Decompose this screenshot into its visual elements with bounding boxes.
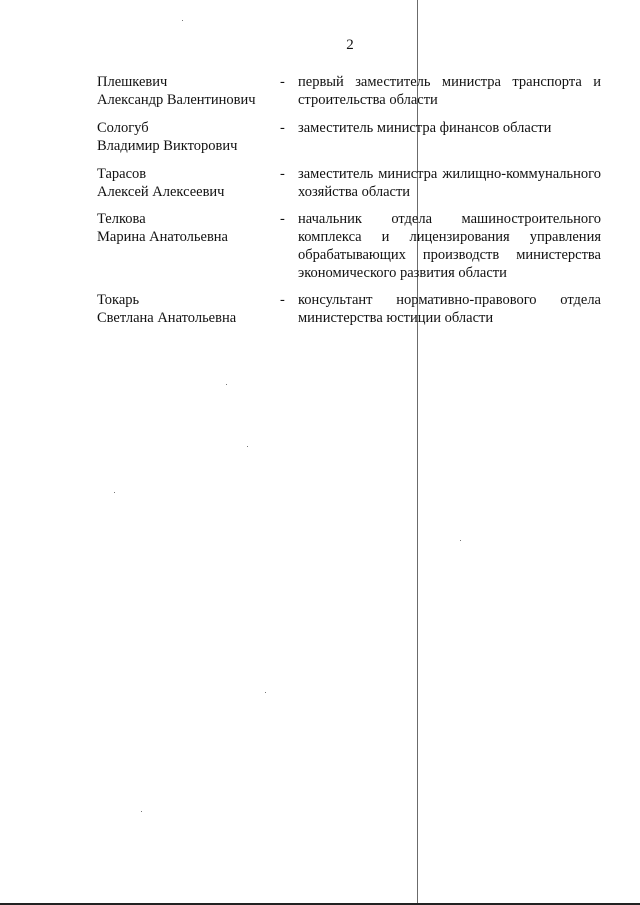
separator-dash: - [280, 74, 285, 90]
member-position: заместитель министра жилищно-коммунального хозяйства области [298, 166, 601, 200]
member-given-names: Светлана Анатольевна [97, 310, 237, 326]
member-name [97, 291, 277, 327]
scan-speck [247, 446, 248, 447]
member-given-names: Владимир Викторович [97, 138, 238, 154]
member-surname: Телкова [97, 211, 146, 227]
member-surname: Тарасов [97, 166, 147, 182]
member-name [97, 165, 277, 201]
member-given-names: Александр Валентинович [97, 92, 256, 108]
separator-dash: - [280, 166, 285, 182]
member-position: начальник отдела машиностроительного комплекса и лицензирования управления обрабатывающих производств министерства экономического развития области [298, 211, 601, 281]
page-number: 2 [346, 37, 354, 53]
member-surname: Плешкевич [97, 74, 168, 90]
member-name [97, 73, 277, 109]
member-surname: Токарь [97, 292, 140, 308]
scan-speck [182, 20, 183, 21]
separator-dash: - [280, 211, 285, 227]
member-given-names: Марина Анатольевна [97, 229, 228, 245]
member-surname: Сологуб [97, 120, 149, 136]
member-position: заместитель министра финансов области [298, 120, 552, 136]
scan-speck [460, 540, 461, 541]
member-position: консультант нормативно-правового отдела министерства юстиции области [298, 292, 601, 326]
scan-speck [265, 692, 266, 693]
scan-speck [226, 384, 227, 385]
member-name [97, 119, 277, 155]
scan-speck [141, 811, 142, 812]
member-name [97, 210, 277, 246]
member-position: первый заместитель министра транспорта и строительства области [298, 74, 601, 108]
separator-dash: - [280, 120, 285, 136]
scan-speck [114, 492, 115, 493]
separator-dash: - [280, 292, 285, 308]
member-given-names: Алексей Алексеевич [97, 184, 225, 200]
